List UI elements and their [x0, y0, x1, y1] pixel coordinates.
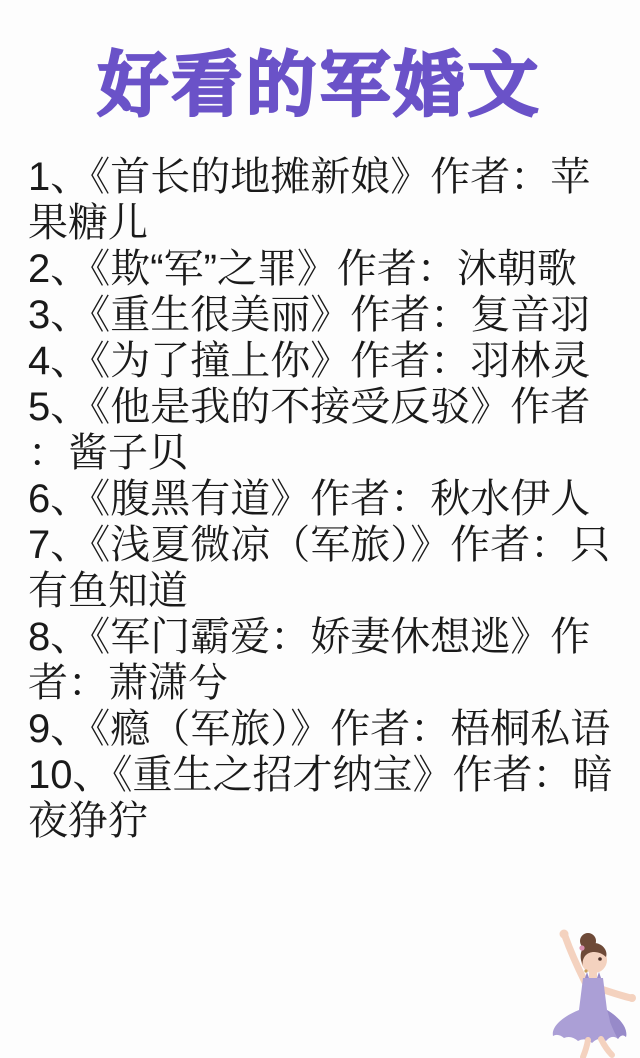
book-title: 《腹黑有道》	[90, 477, 311, 521]
item-number: 7、	[28, 523, 91, 567]
list-item	[28, 522, 620, 614]
list-item	[28, 614, 620, 706]
ballerina-icon	[538, 926, 638, 1058]
list-item	[28, 338, 620, 384]
author-name: 羽林灵	[470, 339, 591, 383]
author-label: 作者：	[330, 707, 451, 751]
author-name: 梧桐私语	[450, 707, 611, 751]
list-item	[28, 154, 620, 246]
author-name: 复音羽	[470, 293, 591, 337]
author-name: 只有鱼知道	[28, 523, 611, 613]
author-name: 暗夜狰狞	[28, 753, 613, 843]
author-label: 作者：	[28, 385, 591, 475]
list-item	[28, 292, 620, 338]
item-number: 5、	[28, 385, 91, 429]
book-title: 《他是我的不接受反驳》	[90, 385, 511, 429]
author-name: 秋水伊人	[430, 477, 591, 521]
book-list	[0, 154, 640, 844]
author-name: 萧潇兮	[108, 661, 228, 705]
ballerina-mascot	[538, 926, 638, 1058]
item-number: 3、	[28, 293, 91, 337]
author-label: 作者：	[350, 339, 471, 383]
author-label: 作者：	[430, 155, 551, 199]
list-item	[28, 246, 620, 292]
item-number: 2、	[28, 247, 91, 291]
page-title: 好看的军婚文	[98, 46, 542, 124]
item-number: 8、	[28, 615, 91, 659]
author-label: 作者：	[310, 477, 431, 521]
author-label: 作者：	[350, 293, 471, 337]
item-number: 6、	[28, 477, 91, 521]
author-label: 作者：	[336, 247, 457, 291]
book-title: 《首长的地摊新娘》	[90, 155, 431, 199]
book-list-page	[0, 46, 640, 1058]
item-number: 10、	[28, 753, 113, 797]
book-title: 《瘾（军旅）》	[90, 707, 331, 751]
author-name: 苹果糖儿	[28, 155, 591, 245]
list-item	[28, 752, 620, 844]
author-name: 酱子贝	[68, 431, 188, 475]
list-item	[28, 476, 620, 522]
author-name: 沐朝歌	[456, 247, 577, 291]
book-title: 《欺“军”之罪》	[90, 247, 337, 291]
book-title: 《浅夏微凉（军旅）》	[90, 523, 451, 567]
list-item	[28, 706, 620, 752]
item-number: 4、	[28, 339, 91, 383]
author-label: 作者：	[452, 753, 573, 797]
item-number: 9、	[28, 707, 91, 751]
book-title: 《为了撞上你》	[90, 339, 351, 383]
book-title: 《重生很美丽》	[90, 293, 351, 337]
author-label: 作者：	[28, 615, 591, 705]
book-title: 《重生之招才纳宝》	[112, 753, 453, 797]
author-label: 作者：	[450, 523, 571, 567]
list-item	[28, 384, 620, 476]
book-title: 《军门霸爱：娇妻休想逃》	[90, 615, 551, 659]
item-number: 1、	[28, 155, 91, 199]
